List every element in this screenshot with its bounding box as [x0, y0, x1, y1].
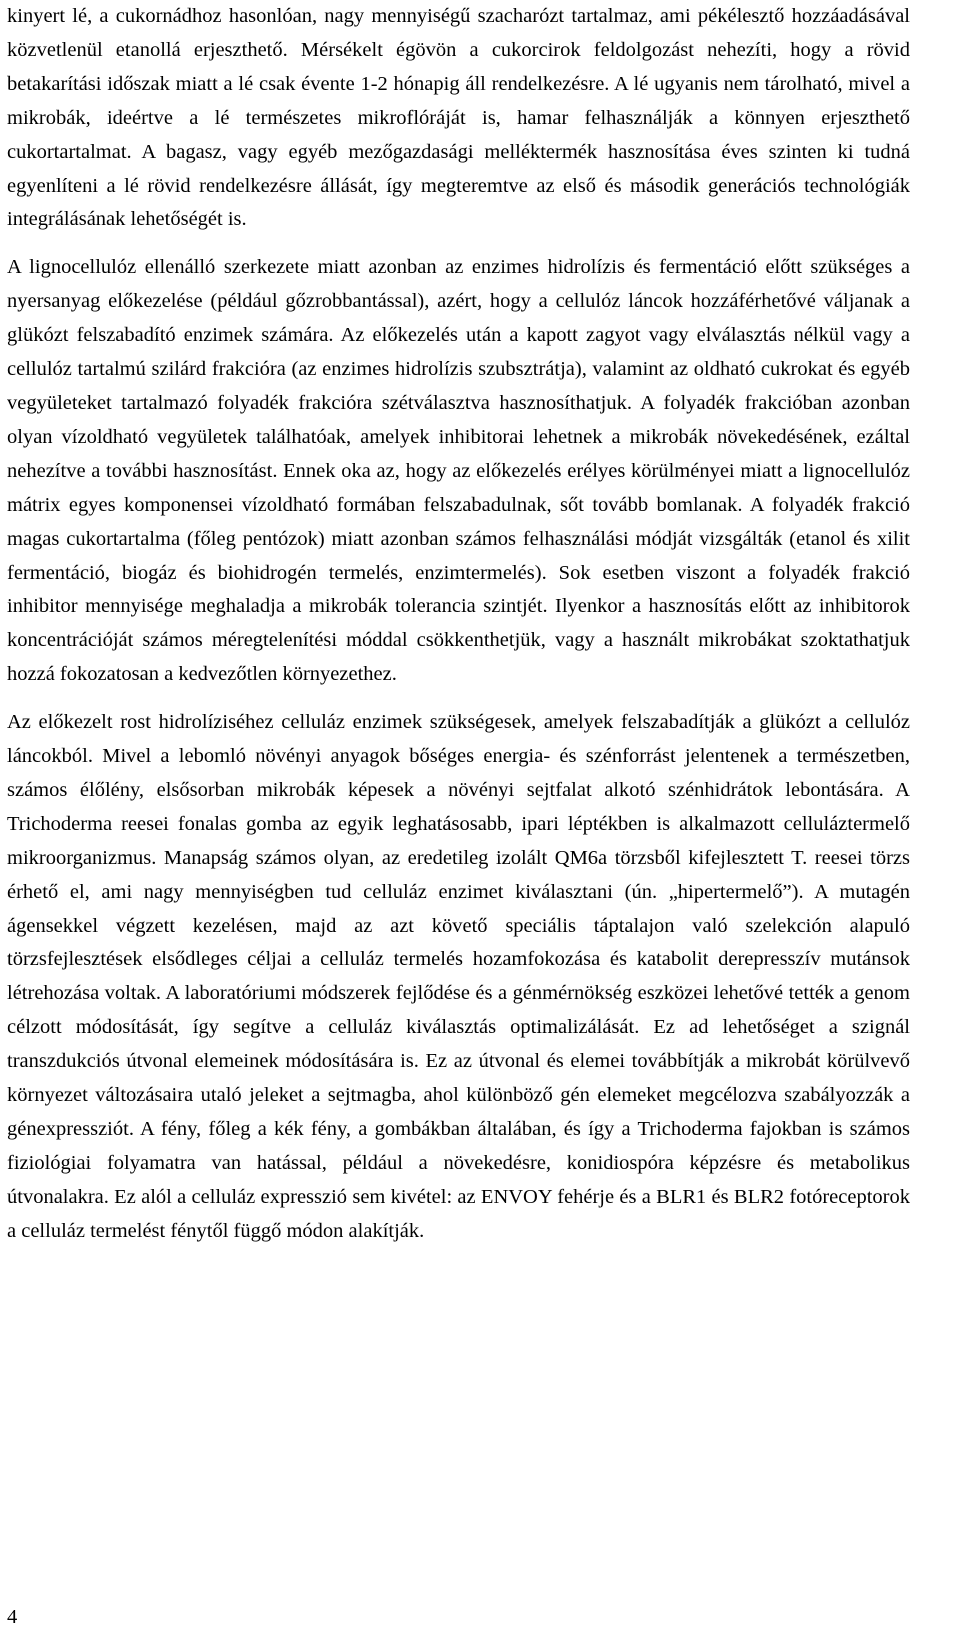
page-number: 4	[7, 1606, 18, 1628]
paragraph-1: kinyert lé, a cukornádhoz hasonlóan, nagy mennyiségű szacharózt tartalmaz, ami pékélesztő hozzáadásával közvetlenül etanollá erjeszthető. Mérsékelt égövön a cukorcirok feldolgozást nehezíti, hogy a rövid betakarítási időszak miatt a lé csak évente 1-2 hónapig áll rendelkezésre. A lé ugyanis nem tárolható, mivel a mikrobák, ideértve a lé természetes mikroflóráját is, hamar felhasználják a könnyen erjeszthető cukortartalmat. A bagasz, vagy egyéb mezőgazdasági melléktermék hasznosítása éves szinten ki tudná egyenlíteni a lé rövid rendelkezésre állását, így megteremtve az első és második generációs technológiák integrálásának lehetőségét is.	[7, 5, 910, 231]
document-body	[7, 0, 910, 1249]
paragraph-3: Az előkezelt rost hidrolíziséhez celluláz enzimek szükségesek, amelyek felszabadítják a glükózt a cellulóz láncokból. Mivel a lebomló növényi anyagok bőséges energia- és szénforrást jelentenek a természetben, számos élőlény, elsősorban mikrobák képesek a növényi sejtfalat alkotó szénhidrátok lebontására. A Trichoderma reesei fonalas gomba az egyik leghatásosabb, ipari léptékben is alkalmazott celluláztermelő mikroorganizmus. Manapság számos olyan, az eredetileg izolált QM6a törzsből kifejlesztett T. reesei törzs érhető el, ami nagy mennyiségben tud celluláz enzimet kiválasztani (ún. „hipertermelő”). A mutagén ágensekkel végzett kezelésen, majd az azt követő speciális táptalajon való szelekción alapuló törzsfejlesztések elsődleges céljai a celluláz termelés hozamfokozása és katabolit derepresszív mutánsok létrehozása voltak. A laboratóriumi módszerek fejlődése és a génmérnökség eszközei lehetővé tették a genom célzott módosítását, így segítve a celluláz kiválasztás optimalizálását. Ez ad lehetőséget a szignál transzdukciós útvonal elemeinek módosítására is. Ez az útvonal és elemei továbbítják a mikrobát körülvevő környezet változásaira utaló jeleket a sejtmagba, ahol különböző gén elemeket megcélozva szabályozzák a génexpressziót. A fény, főleg a kék fény, a gombákban általában, és így a Trichoderma fajokban is számos fiziológiai folyamatra van hatással, például a növekedésre, konidiospóra képzésre és metabolikus útvonalakra. Ez alól a celluláz expresszió sem kivétel: az ENVOY fehérje és a BLR1 és BLR2 fotóreceptorok a celluláz termelést fénytől függő módon alakítják.	[7, 711, 910, 1242]
paragraph-2: A lignocellulóz ellenálló szerkezete miatt azonban az enzimes hidrolízis és fermentáció előtt szükséges a nyersanyag előkezelése (például gőzrobbantással), azért, hogy a cellulóz láncok hozzáférhetővé váljanak a glükózt felszabadító enzimek számára. Az előkezelés után a kapott zagyot vagy elválasztás nélkül vagy a cellulóz tartalmú szilárd frakcióra (az enzimes hidrolízis szubsztrátja), valamint az oldható cukrokat és egyéb vegyületeket tartalmazó folyadék frakcióra szétválasztva hasznosíthatjuk. A folyadék frakcióban azonban olyan vízoldható vegyületek találhatóak, amelyek inhibitorai lehetnek a mikrobák növekedésének, ezáltal nehezítve a további hasznosítást. Ennek oka az, hogy az előkezelés erélyes körülményei miatt a lignocellulóz mátrix egyes komponensei vízoldható formában felszabadulnak, sőt tovább bomlanak. A folyadék frakció magas cukortartalma (főleg pentózok) miatt azonban számos felhasználási módját vizsgálták (etanol és xilit fermentáció, biogáz és biohidrogén termelés, enzimtermelés). Sok esetben viszont a folyadék frakció inhibitor mennyisége meghaladja a mikrobák tolerancia szintjét. Ilyenkor a hasznosítás előtt az inhibitorok koncentrációját számos méregtelenítési móddal csökkenthetjük, vagy a használt mikrobákat szoktathatjuk hozzá fokozatosan a kedvezőtlen környezethez.	[7, 256, 910, 686]
